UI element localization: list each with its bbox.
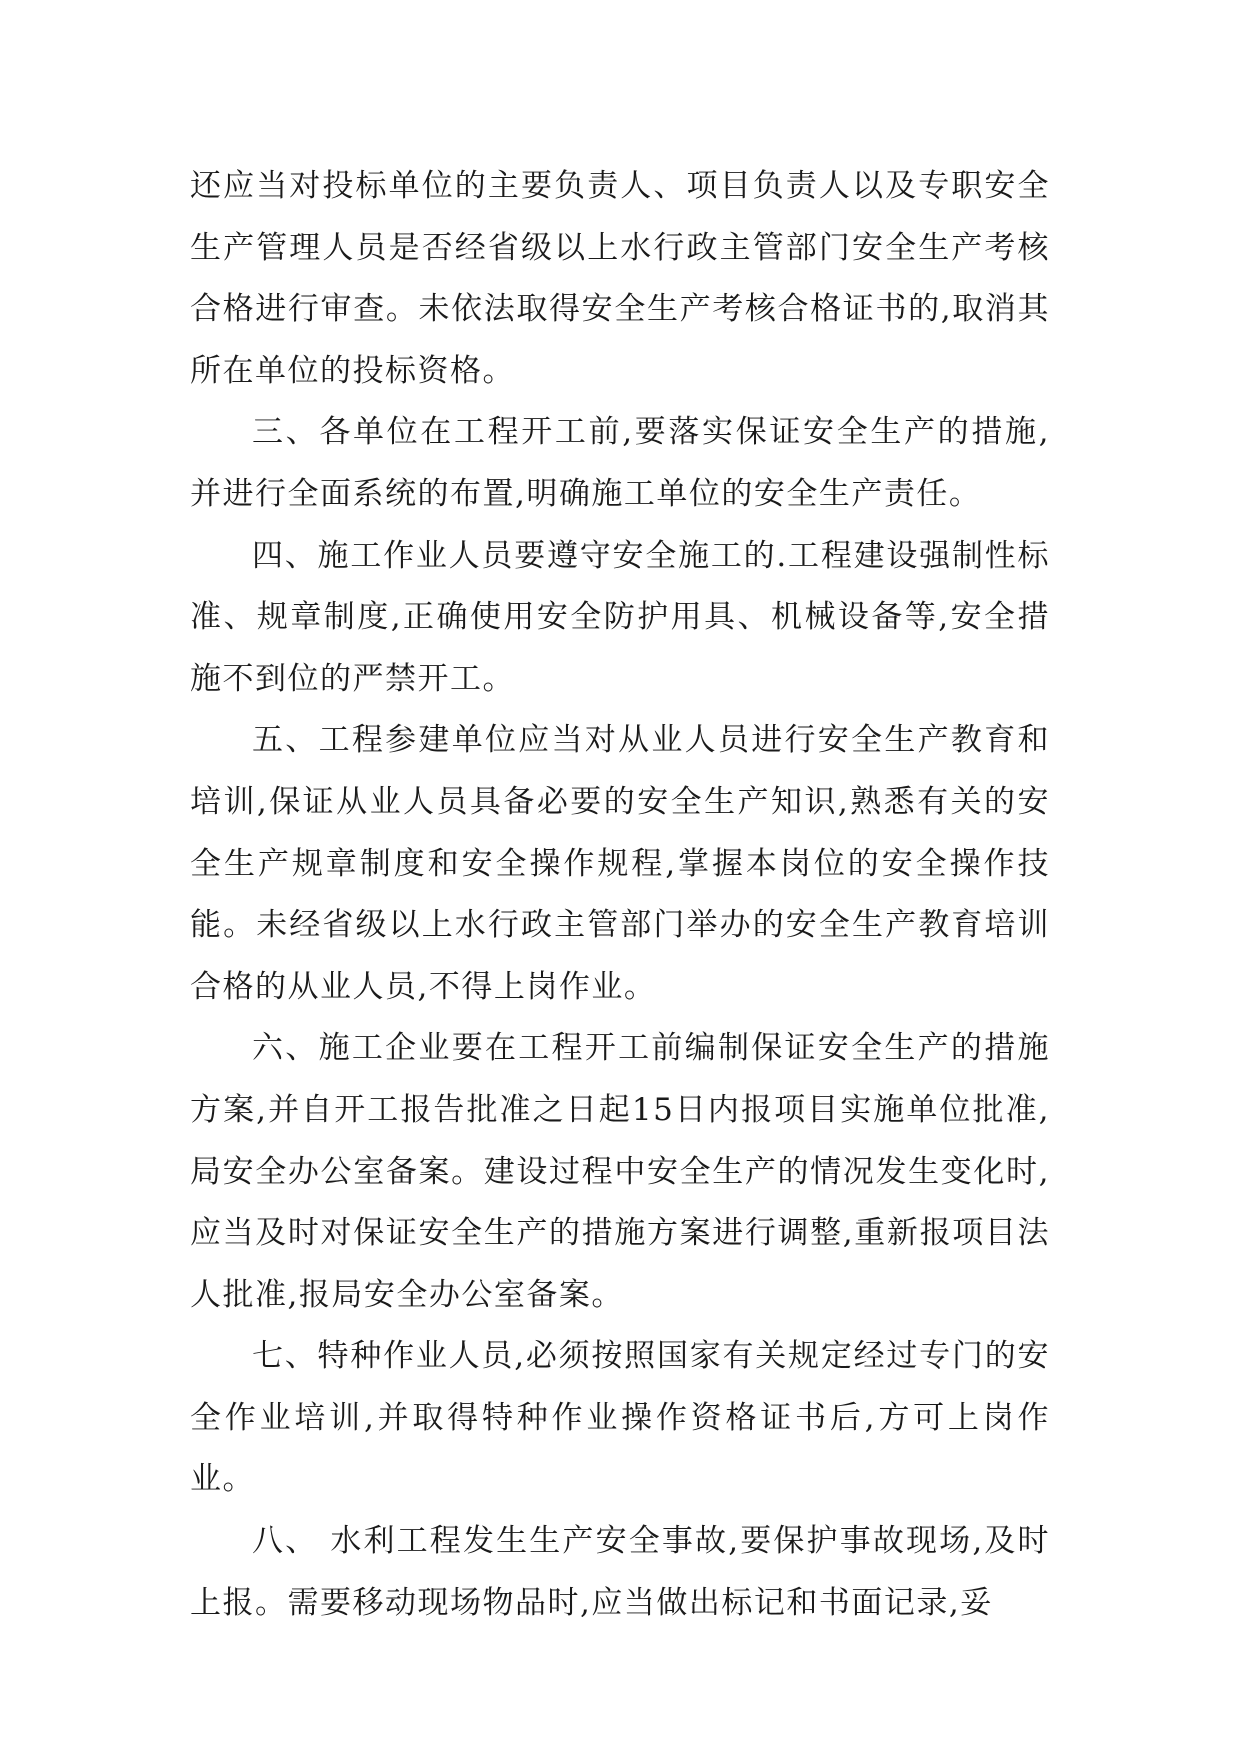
- paragraph-item-3: 三、各单位在工程开工前,要落实保证安全生产的措施,并进行全面系统的布置,明确施工单位的安全生产责任。: [190, 414, 1050, 512]
- paragraph-item-5: 五、工程参建单位应当对从业人员进行安全生产教育和培训,保证从业人员具备必要的安全生产知识,熟悉有关的安全生产规章制度和安全操作规程,掌握本岗位的安全操作技能。未经省级以上水行政主管部门举办的安全生产教育培训合格的从业人员,不得上岗作业。: [190, 722, 1050, 1005]
- paragraph-item-7: 七、特种作业人员,必须按照国家有关规定经过专门的安全作业培训,并取得特种作业操作资格证书后,方可上岗作业。: [190, 1338, 1050, 1498]
- document-body: [190, 156, 1050, 1634]
- paragraph-item-6: 六、施工企业要在工程开工前编制保证安全生产的措施方案,并自开工报告批准之日起15日内报项目实施单位批准,局安全办公室备案。建设过程中安全生产的情况发生变化时,应当及时对保证安全生产的措施方案进行调整,重新报项目法人批准,报局安全办公室备案。: [190, 1030, 1050, 1313]
- paragraph-item-8: 八、 水利工程发生生产安全事故,要保护事故现场,及时上报。需要移动现场物品时,应当做出标记和书面记录,妥: [190, 1523, 1050, 1621]
- paragraph-continuation: 还应当对投标单位的主要负责人、项目负责人以及专职安全生产管理人员是否经省级以上水行政主管部门安全生产考核合格进行审查。未依法取得安全生产考核合格证书的,取消其所在单位的投标资格。: [190, 168, 1050, 389]
- paragraph-item-4: 四、施工作业人员要遵守安全施工的.工程建设强制性标准、规章制度,正确使用安全防护用具、机械设备等,安全措施不到位的严禁开工。: [190, 537, 1050, 697]
